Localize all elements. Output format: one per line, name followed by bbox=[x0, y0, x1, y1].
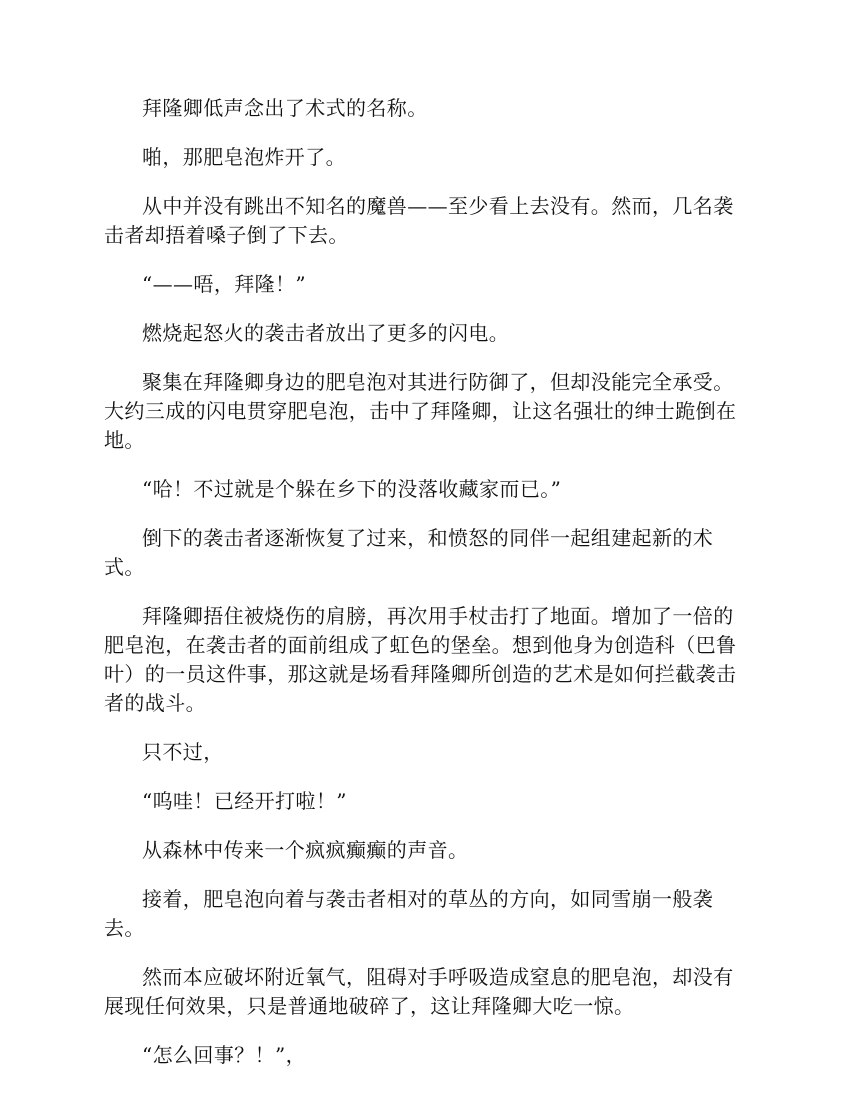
document-body bbox=[104, 94, 747, 1090]
paragraph: 聚集在拜隆卿身边的肥皂泡对其进行防御了，但却没能完全承受。大约三成的闪电贯穿肥皂泡，击中了拜隆卿，让这名强壮的绅士跪倒在地。 bbox=[104, 370, 737, 452]
paragraph: 然而本应破坏附近氧气，阻碍对手呼吸造成窒息的肥皂泡，却没有展现任何效果，只是普通地破碎了，这让拜隆卿大吃一惊。 bbox=[104, 965, 734, 1018]
paragraph: 啪，那肥皂泡炸开了。 bbox=[142, 145, 346, 169]
paragraph: 接着，肥皂泡向着与袭击者相对的草丛的方向，如同雪崩一般袭去。 bbox=[104, 887, 714, 940]
paragraph: 拜隆卿捂住被烧伤的肩膀，再次用手杖击打了地面。增加了一倍的肥皂泡，在袭击者的面前组成了虹色的堡垒。想到他身为创造科（巴鲁叶）的一员这件事，那这就是场看拜隆卿所创造的艺术是如何拦截袭击者的战斗。 bbox=[104, 604, 737, 715]
paragraph: 从森林中传来一个疯疯癫癫的声音。 bbox=[142, 838, 469, 862]
paragraph: 燃烧起怒火的袭击者放出了更多的闪电。 bbox=[142, 321, 510, 345]
paragraph: 只不过， bbox=[142, 740, 224, 764]
paragraph: “哈！不过就是个躲在乡下的没落收藏家而已。” bbox=[142, 477, 562, 501]
paragraph: 从中并没有跳出不知名的魔兽——至少看上去没有。然而，几名袭击者却捂着嗓子倒了下去。 bbox=[104, 194, 734, 247]
paragraph: 拜隆卿低声念出了术式的名称。 bbox=[142, 96, 428, 120]
paragraph: “怎么回事？！”， bbox=[142, 1043, 307, 1067]
paragraph: “呜哇！已经开打啦！” bbox=[142, 789, 347, 813]
paragraph: 倒下的袭击者逐渐恢复了过来，和愤怒的同伴一起组建起新的术式。 bbox=[104, 526, 714, 579]
paragraph: “——唔，拜隆！” bbox=[142, 272, 307, 296]
